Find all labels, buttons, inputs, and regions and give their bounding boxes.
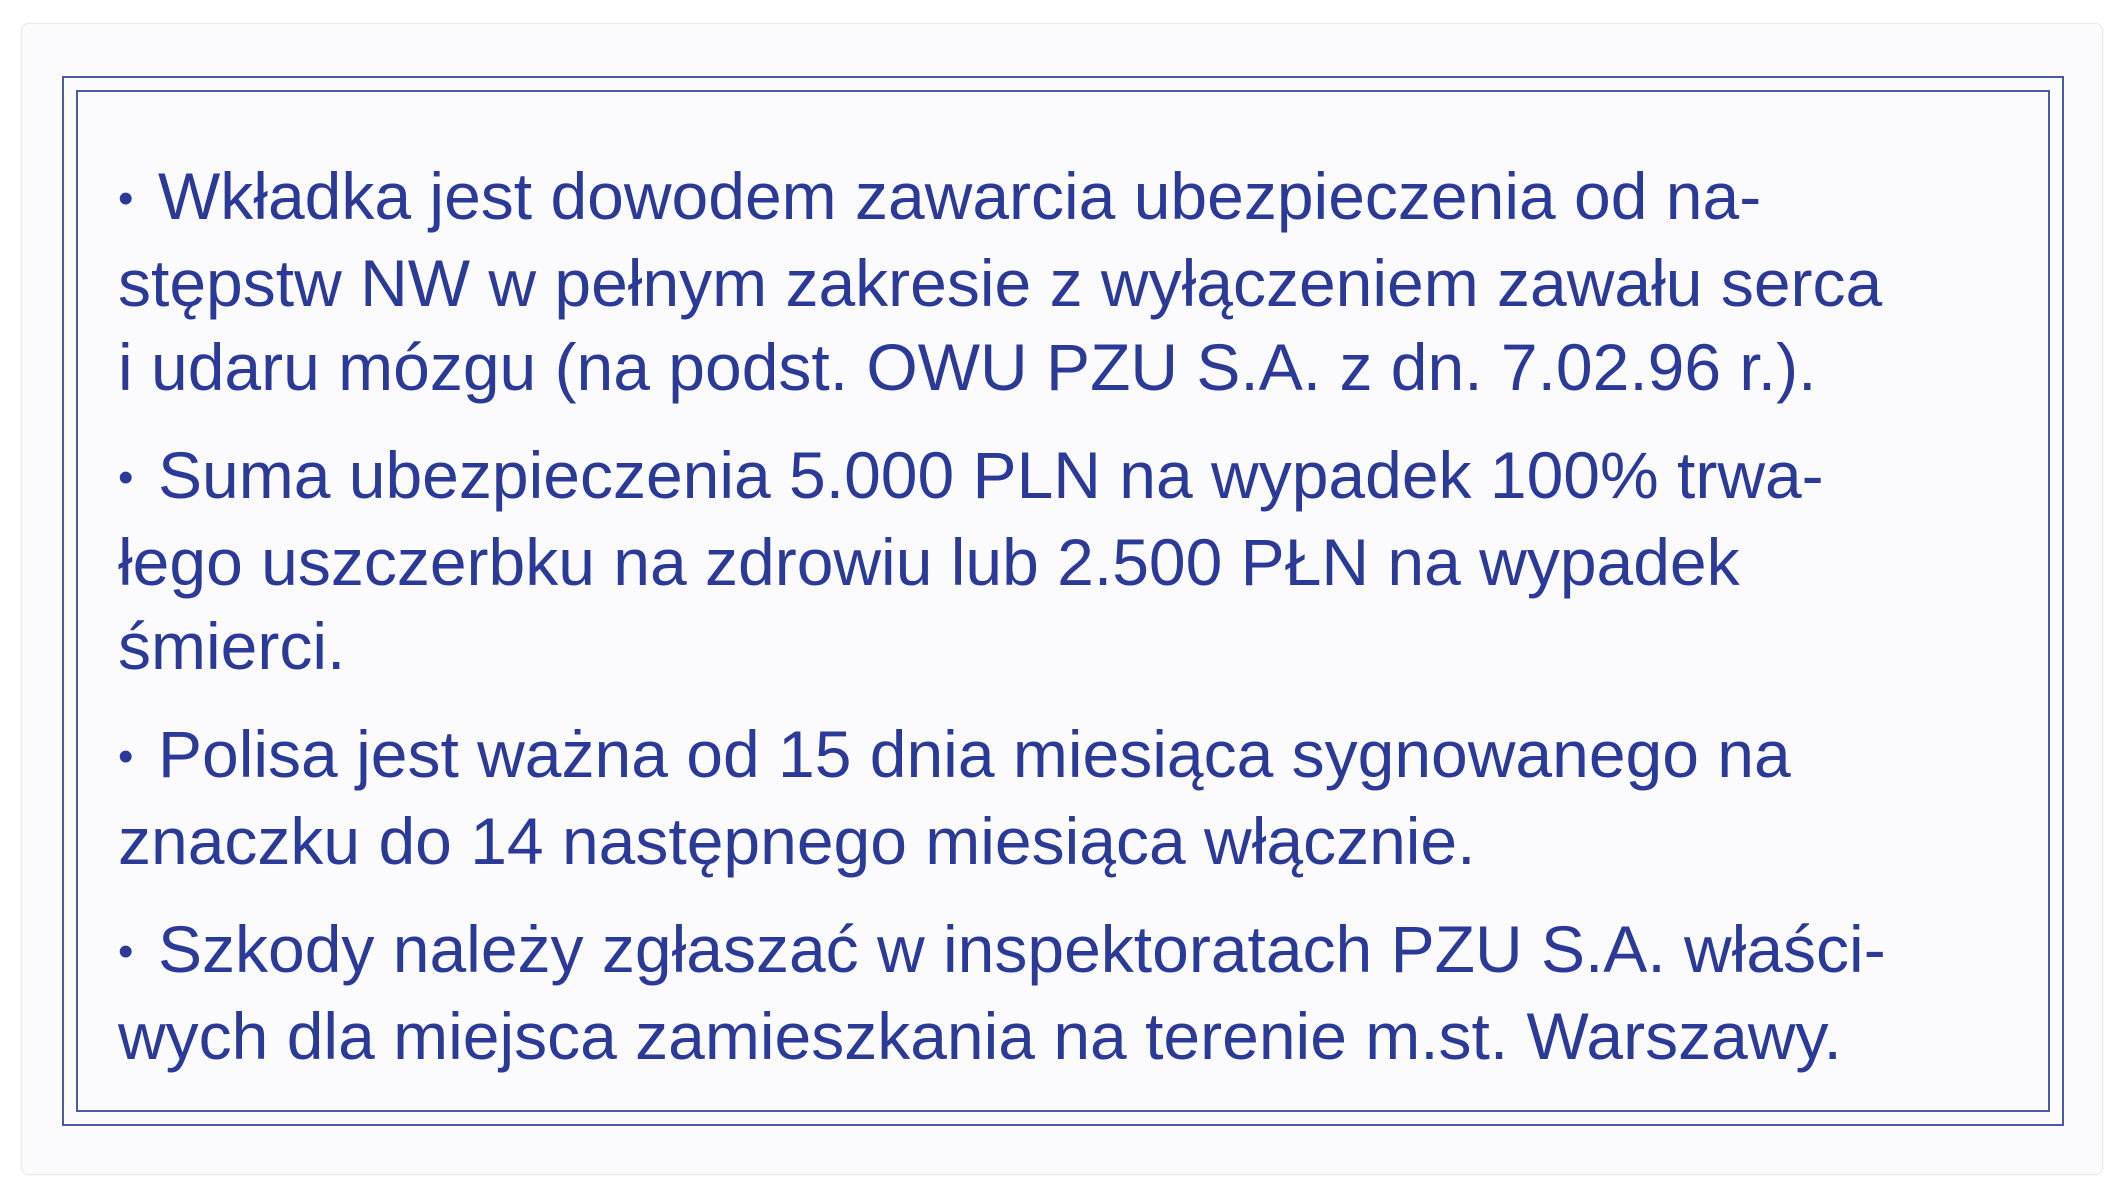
bullet-icon: • (118, 927, 134, 976)
paragraph-claims (118, 907, 1988, 1078)
paragraph-validity (118, 712, 1988, 883)
paragraph-text: Wkładka jest dowodem zawarcia ubezpieczenia od na- stępstw NW w pełnym zakresie z wyłączeniem zawału serca i udaru mózgu (na podst. OWU PZU S.A. z dn. 7.02.96 r.). (118, 159, 1883, 404)
paragraph-text: Suma ubezpieczenia 5.000 PLN na wypadek 100% trwa- łego uszczerbku na zdrowiu lub 2.500 PŁN na wypadek śmierci. (118, 438, 1824, 683)
bullet-icon: • (118, 732, 134, 781)
paragraph-sum-insured (118, 433, 1988, 688)
insurance-card (22, 24, 2102, 1174)
card-text-block (118, 154, 1988, 1102)
bullet-icon: • (118, 453, 134, 502)
paragraph-text: Polisa jest ważna od 15 dnia miesiąca sygnowanego na znaczku do 14 następnego miesiąca włącznie. (118, 717, 1791, 878)
paragraph-policy-proof (118, 154, 1988, 409)
bullet-icon: • (118, 174, 134, 223)
paragraph-text: Szkody należy zgłaszać w inspektoratach PZU S.A. właści- wych dla miejsca zamieszkania na terenie m.st. Warszawy. (118, 912, 1886, 1073)
